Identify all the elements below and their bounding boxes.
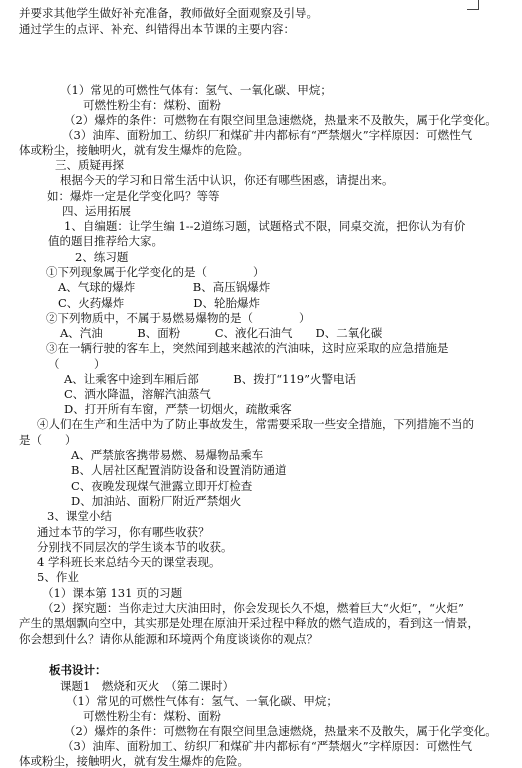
text-line: 如：爆炸一定是化学变化吗？等等 (47, 189, 220, 203)
text-line: C、火药爆炸 D、轮胎爆炸 (58, 296, 261, 310)
text-line: 板书设计： (49, 663, 107, 677)
text-line: 体或粉尘，接触明火，就有发生爆炸的危险。 (19, 143, 249, 157)
text-line: 3、课堂小结 (47, 509, 112, 523)
text-line: 四、运用拓展 (62, 204, 131, 218)
text-line: 是（ ） (19, 433, 77, 447)
text-line: D、加油站、面粉厂附近严禁烟火 (71, 494, 242, 508)
text-line: 三、质疑再探 (55, 158, 124, 172)
page-corner-mark-horizontal (467, 9, 479, 10)
text-line: A、汽油 B、面粉 C、液化石油气 D、二氧化碳 (60, 326, 383, 340)
text-line: 体或粉尘，接触明火，就有发生爆炸的危险。 (19, 754, 249, 768)
text-line: 可燃性粉尘有：煤粉、面粉 (83, 98, 221, 112)
text-line: 4 学科班长来总结今天的课堂表现。 (37, 555, 221, 569)
text-line: （1）常见的可燃性气体有：氢气、一氧化碳、甲烷； (66, 694, 338, 708)
text-line: D、打开所有车窗，严禁一切烟火，疏散乘客 (64, 402, 292, 416)
text-line: 可燃性粉尘有：煤粉、面粉 (83, 709, 221, 723)
text-line: C、夜晚发现煤气泄露立即开灯检查 (71, 479, 253, 493)
text-line: A、让乘客中途到车厢后部 B、拨打“119”火警电话 (64, 372, 356, 386)
text-line: 并要求其他学生做好补充准备，教师做好全面观察及引导。 (19, 6, 318, 20)
text-line: （ ） (48, 357, 106, 371)
text-line: 5、作业 (37, 570, 79, 584)
text-line: （1）课本第 131 页的习题 (42, 586, 183, 600)
text-line: （3）油库、面粉加工、纺织厂和煤矿井内都标有“严禁烟火”字样原因：可燃性气 (62, 128, 473, 142)
text-line: 2、练习题 (75, 250, 129, 264)
text-line: B、人居社区配置消防设备和设置消防通道 (71, 463, 287, 477)
text-line: ①下列现象属于化学变化的是（ ） (46, 265, 265, 279)
text-line: ②下列物质中，不属于易燃易爆物的是（ ） (46, 311, 311, 325)
text-line: A、严禁旅客携带易燃、易爆物品乘车 (71, 448, 264, 462)
text-line: （1）常见的可燃性气体有：氢气、一氧化碳、甲烷； (60, 83, 332, 97)
text-line: C、洒水降温，溶解汽油蒸气 (64, 387, 211, 401)
text-line: 产生的黑烟飘向空中，其实那是处理在原油开采过程中释放的燃气造成的，看到这一情景， (19, 616, 479, 630)
text-line: 值的题目推荐给大家。 (48, 234, 163, 248)
text-line: 你会想到什么？请你从能源和环境两个角度谈谈你的观点？ (19, 632, 318, 646)
text-line: 课题1 燃烧和灭火 （第二课时） (60, 679, 235, 693)
text-line: 根据今天的学习和日常生活中认识，你还有哪些困惑，请提出来。 (60, 173, 394, 187)
text-line: ④人们在生产和生活中为了防止事故发生，常需要采取一些安全措施，下列措施不当的 (37, 417, 474, 431)
text-line: （2）探究题：当你走过大庆油田时，你会发现长久不熄，燃着巨大“火炬”，“火炬” (42, 601, 464, 615)
text-line: 通过学生的点评、补充、纠错得出本节课的主要内容： (19, 22, 295, 36)
text-line: A、气球的爆炸 B、高压锅爆炸 (58, 280, 271, 294)
text-line: ③在一辆行驶的客车上，突然闻到越来越浓的汽油味，这时应采取的应急措施是 (46, 341, 449, 355)
text-line: 分别找不同层次的学生谈本节的收获。 (37, 540, 233, 554)
text-line: 通过本节的学习，你有哪些收获？ (37, 525, 210, 539)
text-line: 1、自编题：让学生编 1--2道练习题，试题格式不限，同桌交流，把你认为有价 (64, 219, 466, 233)
text-line: （2）爆炸的条件：可燃物在有限空间里急速燃烧，热量来不及散失，属于化学变化。 (64, 113, 497, 127)
text-line: （2）爆炸的条件：可燃物在有限空间里急速燃烧，热量来不及散失，属于化学变化。 (64, 724, 497, 738)
text-line: （3）油库、面粉加工、纺织厂和煤矿井内都标有“严禁烟火”字样原因：可燃性气 (62, 739, 473, 753)
